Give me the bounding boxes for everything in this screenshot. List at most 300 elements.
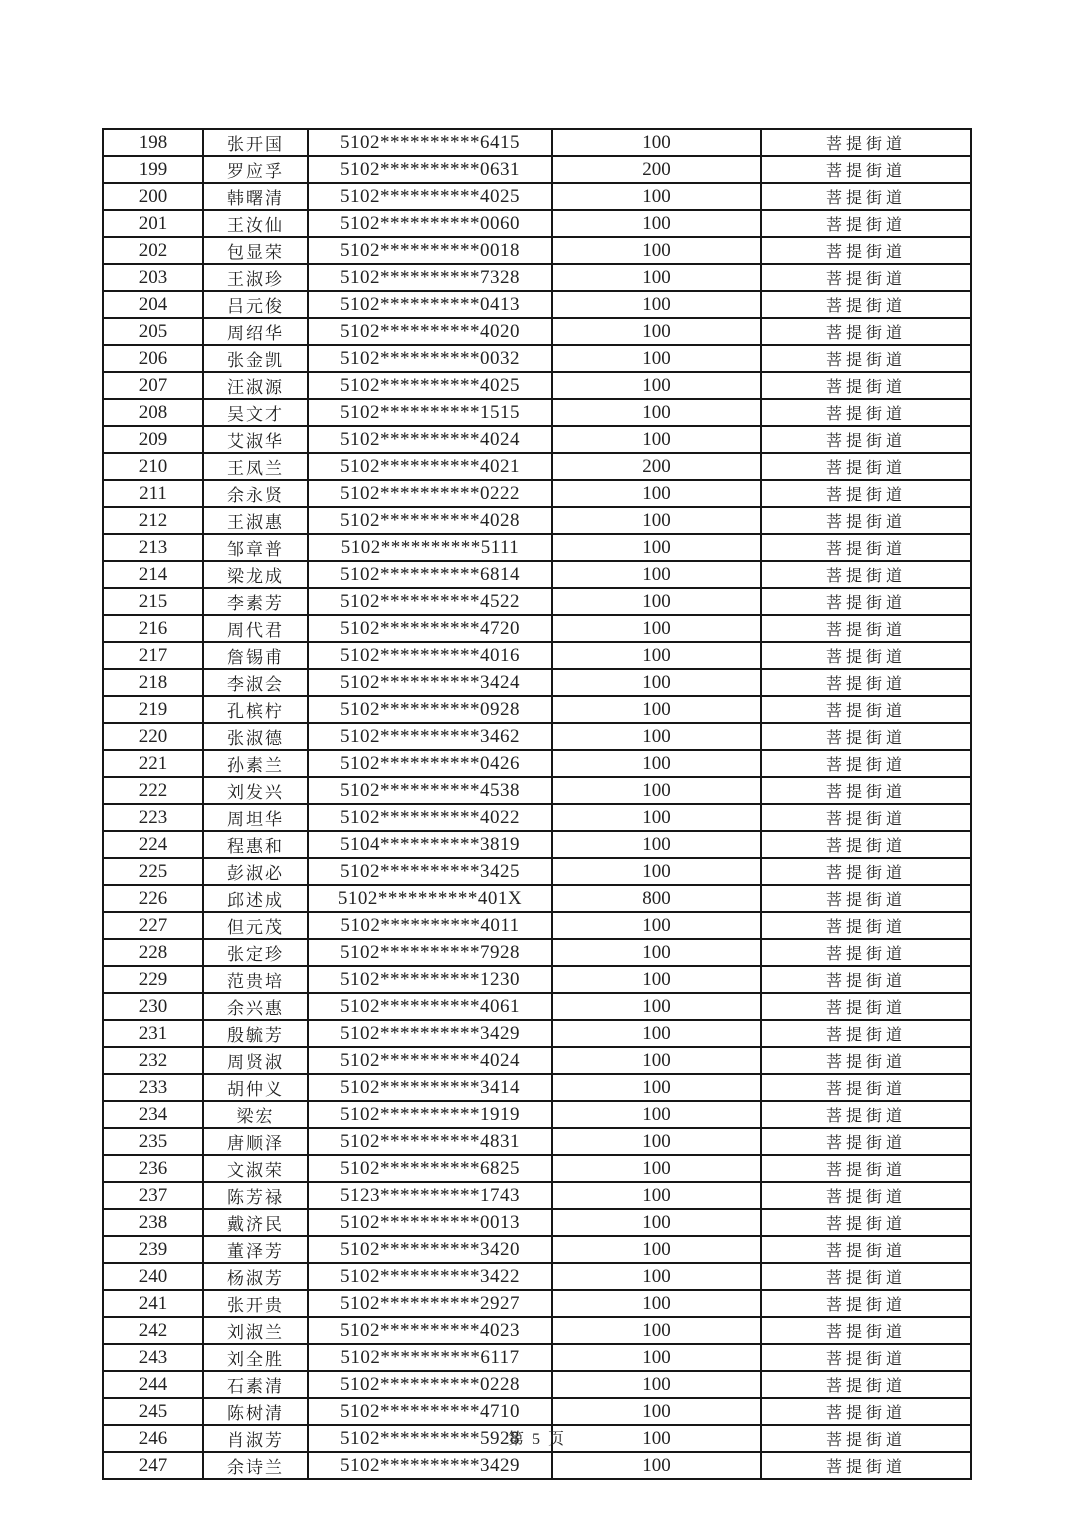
cell-sequence-number: 212 bbox=[103, 507, 203, 534]
cell-subdistrict: 菩提街道 bbox=[761, 237, 971, 264]
cell-amount: 100 bbox=[552, 210, 761, 237]
cell-amount: 100 bbox=[552, 183, 761, 210]
cell-id-number-masked: 5102**********1230 bbox=[308, 966, 552, 993]
cell-person-name: 王汝仙 bbox=[203, 210, 308, 237]
cell-person-name: 唐顺泽 bbox=[203, 1128, 308, 1155]
cell-person-name: 吕元俊 bbox=[203, 291, 308, 318]
cell-person-name: 韩曙清 bbox=[203, 183, 308, 210]
cell-person-name: 张开国 bbox=[203, 129, 308, 156]
cell-id-number-masked: 5102**********6415 bbox=[308, 129, 552, 156]
cell-subdistrict: 菩提街道 bbox=[761, 1047, 971, 1074]
table-row bbox=[103, 129, 971, 156]
cell-id-number-masked: 5102**********0060 bbox=[308, 210, 552, 237]
table-row bbox=[103, 912, 971, 939]
cell-subdistrict: 菩提街道 bbox=[761, 966, 971, 993]
table-row bbox=[103, 804, 971, 831]
cell-subdistrict: 菩提街道 bbox=[761, 642, 971, 669]
cell-id-number-masked: 5102**********6814 bbox=[308, 561, 552, 588]
cell-amount: 100 bbox=[552, 1101, 761, 1128]
cell-amount: 200 bbox=[552, 453, 761, 480]
cell-person-name: 周绍华 bbox=[203, 318, 308, 345]
table-row bbox=[103, 1236, 971, 1263]
cell-amount: 100 bbox=[552, 1074, 761, 1101]
cell-amount: 100 bbox=[552, 966, 761, 993]
cell-amount: 100 bbox=[552, 1452, 761, 1479]
cell-sequence-number: 241 bbox=[103, 1290, 203, 1317]
cell-subdistrict: 菩提街道 bbox=[761, 1317, 971, 1344]
cell-sequence-number: 219 bbox=[103, 696, 203, 723]
table-row bbox=[103, 1209, 971, 1236]
cell-subdistrict: 菩提街道 bbox=[761, 129, 971, 156]
table-row bbox=[103, 1344, 971, 1371]
cell-id-number-masked: 5102**********4024 bbox=[308, 1047, 552, 1074]
cell-id-number-masked: 5123**********1743 bbox=[308, 1182, 552, 1209]
cell-sequence-number: 208 bbox=[103, 399, 203, 426]
cell-amount: 100 bbox=[552, 1128, 761, 1155]
table-row bbox=[103, 723, 971, 750]
cell-sequence-number: 217 bbox=[103, 642, 203, 669]
cell-amount: 100 bbox=[552, 237, 761, 264]
table-row bbox=[103, 858, 971, 885]
table-row bbox=[103, 642, 971, 669]
cell-person-name: 张金凯 bbox=[203, 345, 308, 372]
table-row bbox=[103, 777, 971, 804]
cell-id-number-masked: 5102**********4025 bbox=[308, 372, 552, 399]
cell-amount: 100 bbox=[552, 507, 761, 534]
cell-sequence-number: 227 bbox=[103, 912, 203, 939]
page-number: 第 5 页 bbox=[507, 1431, 566, 1448]
table-row bbox=[103, 939, 971, 966]
cell-person-name: 程惠和 bbox=[203, 831, 308, 858]
cell-sequence-number: 210 bbox=[103, 453, 203, 480]
cell-id-number-masked: 5102**********4831 bbox=[308, 1128, 552, 1155]
cell-amount: 100 bbox=[552, 480, 761, 507]
cell-sequence-number: 222 bbox=[103, 777, 203, 804]
table-row bbox=[103, 264, 971, 291]
table-row bbox=[103, 156, 971, 183]
cell-sequence-number: 232 bbox=[103, 1047, 203, 1074]
cell-sequence-number: 207 bbox=[103, 372, 203, 399]
cell-sequence-number: 209 bbox=[103, 426, 203, 453]
table-row bbox=[103, 345, 971, 372]
cell-subdistrict: 菩提街道 bbox=[761, 453, 971, 480]
table-row bbox=[103, 1317, 971, 1344]
cell-sequence-number: 204 bbox=[103, 291, 203, 318]
cell-sequence-number: 213 bbox=[103, 534, 203, 561]
cell-id-number-masked: 5102**********3420 bbox=[308, 1236, 552, 1263]
cell-sequence-number: 206 bbox=[103, 345, 203, 372]
cell-id-number-masked: 5102**********4028 bbox=[308, 507, 552, 534]
cell-sequence-number: 225 bbox=[103, 858, 203, 885]
cell-subdistrict: 菩提街道 bbox=[761, 561, 971, 588]
cell-id-number-masked: 5102**********0928 bbox=[308, 696, 552, 723]
cell-subdistrict: 菩提街道 bbox=[761, 426, 971, 453]
cell-amount: 100 bbox=[552, 1263, 761, 1290]
cell-amount: 100 bbox=[552, 588, 761, 615]
cell-subdistrict: 菩提街道 bbox=[761, 831, 971, 858]
cell-id-number-masked: 5102**********6117 bbox=[308, 1344, 552, 1371]
cell-subdistrict: 菩提街道 bbox=[761, 156, 971, 183]
cell-person-name: 邱述成 bbox=[203, 885, 308, 912]
table-row bbox=[103, 1398, 971, 1425]
cell-subdistrict: 菩提街道 bbox=[761, 804, 971, 831]
cell-id-number-masked: 5102**********4011 bbox=[308, 912, 552, 939]
cell-person-name: 梁龙成 bbox=[203, 561, 308, 588]
cell-sequence-number: 231 bbox=[103, 1020, 203, 1047]
cell-person-name: 周坦华 bbox=[203, 804, 308, 831]
cell-id-number-masked: 5102**********3414 bbox=[308, 1074, 552, 1101]
cell-amount: 100 bbox=[552, 1371, 761, 1398]
table-row bbox=[103, 1155, 971, 1182]
cell-id-number-masked: 5104**********3819 bbox=[308, 831, 552, 858]
cell-subdistrict: 菩提街道 bbox=[761, 534, 971, 561]
cell-amount: 100 bbox=[552, 669, 761, 696]
cell-sequence-number: 199 bbox=[103, 156, 203, 183]
cell-id-number-masked: 5102**********4061 bbox=[308, 993, 552, 1020]
beneficiary-table bbox=[102, 128, 972, 1480]
cell-person-name: 詹锡甫 bbox=[203, 642, 308, 669]
cell-person-name: 王淑惠 bbox=[203, 507, 308, 534]
cell-id-number-masked: 5102**********0018 bbox=[308, 237, 552, 264]
table-row bbox=[103, 183, 971, 210]
cell-person-name: 刘发兴 bbox=[203, 777, 308, 804]
cell-subdistrict: 菩提街道 bbox=[761, 1290, 971, 1317]
cell-amount: 100 bbox=[552, 804, 761, 831]
cell-subdistrict: 菩提街道 bbox=[761, 1398, 971, 1425]
table-row bbox=[103, 966, 971, 993]
cell-amount: 100 bbox=[552, 939, 761, 966]
table-row bbox=[103, 669, 971, 696]
table-row bbox=[103, 426, 971, 453]
cell-subdistrict: 菩提街道 bbox=[761, 615, 971, 642]
table-row bbox=[103, 318, 971, 345]
table-row bbox=[103, 885, 971, 912]
table-row bbox=[103, 210, 971, 237]
table-row bbox=[103, 1128, 971, 1155]
cell-id-number-masked: 5102**********1515 bbox=[308, 399, 552, 426]
cell-amount: 100 bbox=[552, 1047, 761, 1074]
cell-sequence-number: 245 bbox=[103, 1398, 203, 1425]
cell-amount: 100 bbox=[552, 1236, 761, 1263]
cell-subdistrict: 菩提街道 bbox=[761, 1209, 971, 1236]
cell-subdistrict: 菩提街道 bbox=[761, 723, 971, 750]
cell-sequence-number: 211 bbox=[103, 480, 203, 507]
cell-sequence-number: 228 bbox=[103, 939, 203, 966]
cell-sequence-number: 216 bbox=[103, 615, 203, 642]
cell-subdistrict: 菩提街道 bbox=[761, 750, 971, 777]
table-row bbox=[103, 831, 971, 858]
cell-id-number-masked: 5102**********4710 bbox=[308, 1398, 552, 1425]
cell-sequence-number: 220 bbox=[103, 723, 203, 750]
cell-subdistrict: 菩提街道 bbox=[761, 264, 971, 291]
cell-id-number-masked: 5102**********4522 bbox=[308, 588, 552, 615]
cell-sequence-number: 247 bbox=[103, 1452, 203, 1479]
cell-person-name: 张开贵 bbox=[203, 1290, 308, 1317]
table-row bbox=[103, 1290, 971, 1317]
cell-id-number-masked: 5102**********4538 bbox=[308, 777, 552, 804]
cell-subdistrict: 菩提街道 bbox=[761, 993, 971, 1020]
cell-sequence-number: 202 bbox=[103, 237, 203, 264]
cell-id-number-masked: 5102**********0013 bbox=[308, 1209, 552, 1236]
cell-person-name: 肖淑芳 bbox=[203, 1425, 308, 1452]
cell-person-name: 王凤兰 bbox=[203, 453, 308, 480]
cell-subdistrict: 菩提街道 bbox=[761, 1128, 971, 1155]
cell-sequence-number: 205 bbox=[103, 318, 203, 345]
cell-subdistrict: 菩提街道 bbox=[761, 1155, 971, 1182]
table-row bbox=[103, 588, 971, 615]
cell-amount: 100 bbox=[552, 696, 761, 723]
cell-person-name: 孙素兰 bbox=[203, 750, 308, 777]
cell-subdistrict: 菩提街道 bbox=[761, 1074, 971, 1101]
table-body bbox=[103, 129, 971, 1479]
cell-person-name: 王淑珍 bbox=[203, 264, 308, 291]
table-row bbox=[103, 1371, 971, 1398]
table-row bbox=[103, 507, 971, 534]
cell-person-name: 李淑会 bbox=[203, 669, 308, 696]
cell-subdistrict: 菩提街道 bbox=[761, 858, 971, 885]
cell-subdistrict: 菩提街道 bbox=[761, 777, 971, 804]
table-row bbox=[103, 237, 971, 264]
table-row bbox=[103, 1263, 971, 1290]
table-row bbox=[103, 696, 971, 723]
table-row bbox=[103, 291, 971, 318]
table-row bbox=[103, 372, 971, 399]
cell-sequence-number: 224 bbox=[103, 831, 203, 858]
cell-amount: 100 bbox=[552, 1425, 761, 1452]
cell-subdistrict: 菩提街道 bbox=[761, 1452, 971, 1479]
cell-subdistrict: 菩提街道 bbox=[761, 696, 971, 723]
cell-subdistrict: 菩提街道 bbox=[761, 372, 971, 399]
cell-sequence-number: 215 bbox=[103, 588, 203, 615]
cell-amount: 100 bbox=[552, 750, 761, 777]
cell-id-number-masked: 5102**********7328 bbox=[308, 264, 552, 291]
cell-person-name: 刘淑兰 bbox=[203, 1317, 308, 1344]
cell-person-name: 艾淑华 bbox=[203, 426, 308, 453]
cell-amount: 100 bbox=[552, 1182, 761, 1209]
cell-amount: 100 bbox=[552, 858, 761, 885]
cell-amount: 100 bbox=[552, 1155, 761, 1182]
cell-id-number-masked: 5102**********3425 bbox=[308, 858, 552, 885]
cell-person-name: 张定珍 bbox=[203, 939, 308, 966]
cell-person-name: 刘全胜 bbox=[203, 1344, 308, 1371]
table-row bbox=[103, 534, 971, 561]
cell-subdistrict: 菩提街道 bbox=[761, 885, 971, 912]
cell-subdistrict: 菩提街道 bbox=[761, 345, 971, 372]
cell-amount: 100 bbox=[552, 1398, 761, 1425]
cell-person-name: 石素清 bbox=[203, 1371, 308, 1398]
table-row bbox=[103, 750, 971, 777]
cell-subdistrict: 菩提街道 bbox=[761, 291, 971, 318]
cell-amount: 100 bbox=[552, 345, 761, 372]
cell-subdistrict: 菩提街道 bbox=[761, 1020, 971, 1047]
cell-subdistrict: 菩提街道 bbox=[761, 1263, 971, 1290]
cell-person-name: 汪淑源 bbox=[203, 372, 308, 399]
cell-subdistrict: 菩提街道 bbox=[761, 480, 971, 507]
cell-subdistrict: 菩提街道 bbox=[761, 210, 971, 237]
table-row bbox=[103, 1047, 971, 1074]
cell-id-number-masked: 5102**********4020 bbox=[308, 318, 552, 345]
table-row bbox=[103, 993, 971, 1020]
cell-id-number-masked: 5102**********0228 bbox=[308, 1371, 552, 1398]
cell-amount: 800 bbox=[552, 885, 761, 912]
cell-sequence-number: 237 bbox=[103, 1182, 203, 1209]
cell-id-number-masked: 5102**********3424 bbox=[308, 669, 552, 696]
cell-person-name: 吴文才 bbox=[203, 399, 308, 426]
cell-sequence-number: 234 bbox=[103, 1101, 203, 1128]
cell-subdistrict: 菩提街道 bbox=[761, 318, 971, 345]
cell-person-name: 胡仲义 bbox=[203, 1074, 308, 1101]
cell-amount: 100 bbox=[552, 561, 761, 588]
cell-id-number-masked: 5102**********0222 bbox=[308, 480, 552, 507]
cell-sequence-number: 233 bbox=[103, 1074, 203, 1101]
cell-sequence-number: 246 bbox=[103, 1425, 203, 1452]
cell-person-name: 梁宏 bbox=[203, 1101, 308, 1128]
cell-amount: 100 bbox=[552, 1209, 761, 1236]
cell-sequence-number: 218 bbox=[103, 669, 203, 696]
cell-id-number-masked: 5102**********4021 bbox=[308, 453, 552, 480]
cell-sequence-number: 239 bbox=[103, 1236, 203, 1263]
cell-amount: 100 bbox=[552, 1317, 761, 1344]
cell-amount: 100 bbox=[552, 993, 761, 1020]
cell-person-name: 董泽芳 bbox=[203, 1236, 308, 1263]
cell-sequence-number: 242 bbox=[103, 1317, 203, 1344]
cell-person-name: 孔槟柠 bbox=[203, 696, 308, 723]
cell-sequence-number: 198 bbox=[103, 129, 203, 156]
cell-person-name: 余诗兰 bbox=[203, 1452, 308, 1479]
cell-amount: 100 bbox=[552, 1344, 761, 1371]
cell-sequence-number: 223 bbox=[103, 804, 203, 831]
cell-sequence-number: 236 bbox=[103, 1155, 203, 1182]
cell-subdistrict: 菩提街道 bbox=[761, 507, 971, 534]
cell-amount: 100 bbox=[552, 426, 761, 453]
cell-person-name: 陈芳禄 bbox=[203, 1182, 308, 1209]
cell-id-number-masked: 5102**********4023 bbox=[308, 1317, 552, 1344]
cell-person-name: 杨淑芳 bbox=[203, 1263, 308, 1290]
cell-sequence-number: 235 bbox=[103, 1128, 203, 1155]
cell-amount: 100 bbox=[552, 723, 761, 750]
cell-subdistrict: 菩提街道 bbox=[761, 1344, 971, 1371]
cell-id-number-masked: 5102**********401X bbox=[308, 885, 552, 912]
table-row bbox=[103, 480, 971, 507]
cell-amount: 100 bbox=[552, 399, 761, 426]
cell-subdistrict: 菩提街道 bbox=[761, 669, 971, 696]
cell-id-number-masked: 5102**********4022 bbox=[308, 804, 552, 831]
cell-id-number-masked: 5102**********2927 bbox=[308, 1290, 552, 1317]
cell-person-name: 殷毓芳 bbox=[203, 1020, 308, 1047]
cell-sequence-number: 214 bbox=[103, 561, 203, 588]
cell-amount: 100 bbox=[552, 129, 761, 156]
cell-subdistrict: 菩提街道 bbox=[761, 1182, 971, 1209]
cell-sequence-number: 201 bbox=[103, 210, 203, 237]
cell-person-name: 周代君 bbox=[203, 615, 308, 642]
cell-subdistrict: 菩提街道 bbox=[761, 1371, 971, 1398]
cell-id-number-masked: 5102**********1919 bbox=[308, 1101, 552, 1128]
cell-subdistrict: 菩提街道 bbox=[761, 939, 971, 966]
cell-person-name: 文淑荣 bbox=[203, 1155, 308, 1182]
cell-amount: 100 bbox=[552, 1290, 761, 1317]
cell-sequence-number: 230 bbox=[103, 993, 203, 1020]
cell-subdistrict: 菩提街道 bbox=[761, 183, 971, 210]
cell-subdistrict: 菩提街道 bbox=[761, 1101, 971, 1128]
cell-subdistrict: 菩提街道 bbox=[761, 1425, 971, 1452]
cell-id-number-masked: 5102**********3462 bbox=[308, 723, 552, 750]
cell-subdistrict: 菩提街道 bbox=[761, 912, 971, 939]
cell-sequence-number: 243 bbox=[103, 1344, 203, 1371]
table-row bbox=[103, 399, 971, 426]
cell-amount: 100 bbox=[552, 777, 761, 804]
cell-id-number-masked: 5102**********0032 bbox=[308, 345, 552, 372]
cell-id-number-masked: 5102**********3429 bbox=[308, 1020, 552, 1047]
table-row bbox=[103, 453, 971, 480]
table-row bbox=[103, 1182, 971, 1209]
table-row bbox=[103, 1101, 971, 1128]
cell-id-number-masked: 5102**********4720 bbox=[308, 615, 552, 642]
cell-person-name: 余永贤 bbox=[203, 480, 308, 507]
cell-amount: 100 bbox=[552, 318, 761, 345]
cell-amount: 100 bbox=[552, 264, 761, 291]
cell-person-name: 彭淑必 bbox=[203, 858, 308, 885]
table-row bbox=[103, 1074, 971, 1101]
cell-sequence-number: 200 bbox=[103, 183, 203, 210]
cell-person-name: 罗应孚 bbox=[203, 156, 308, 183]
cell-subdistrict: 菩提街道 bbox=[761, 588, 971, 615]
cell-amount: 100 bbox=[552, 642, 761, 669]
cell-subdistrict: 菩提街道 bbox=[761, 399, 971, 426]
cell-id-number-masked: 5102**********4025 bbox=[308, 183, 552, 210]
cell-sequence-number: 203 bbox=[103, 264, 203, 291]
cell-id-number-masked: 5102**********4024 bbox=[308, 426, 552, 453]
cell-id-number-masked: 5102**********5111 bbox=[308, 534, 552, 561]
cell-sequence-number: 238 bbox=[103, 1209, 203, 1236]
cell-id-number-masked: 5102**********3422 bbox=[308, 1263, 552, 1290]
cell-amount: 100 bbox=[552, 912, 761, 939]
cell-id-number-masked: 5102**********3429 bbox=[308, 1452, 552, 1479]
cell-amount: 100 bbox=[552, 291, 761, 318]
cell-person-name: 周贤淑 bbox=[203, 1047, 308, 1074]
cell-subdistrict: 菩提街道 bbox=[761, 1236, 971, 1263]
cell-id-number-masked: 5102**********5928 bbox=[308, 1425, 552, 1452]
cell-amount: 100 bbox=[552, 534, 761, 561]
cell-amount: 100 bbox=[552, 615, 761, 642]
cell-id-number-masked: 5102**********4016 bbox=[308, 642, 552, 669]
table-row bbox=[103, 1452, 971, 1479]
cell-person-name: 但元茂 bbox=[203, 912, 308, 939]
cell-sequence-number: 221 bbox=[103, 750, 203, 777]
cell-amount: 100 bbox=[552, 372, 761, 399]
cell-person-name: 余兴惠 bbox=[203, 993, 308, 1020]
cell-sequence-number: 229 bbox=[103, 966, 203, 993]
cell-id-number-masked: 5102**********0413 bbox=[308, 291, 552, 318]
cell-id-number-masked: 5102**********6825 bbox=[308, 1155, 552, 1182]
cell-id-number-masked: 5102**********7928 bbox=[308, 939, 552, 966]
cell-person-name: 李素芳 bbox=[203, 588, 308, 615]
cell-person-name: 邹章普 bbox=[203, 534, 308, 561]
cell-id-number-masked: 5102**********0426 bbox=[308, 750, 552, 777]
cell-person-name: 范贵培 bbox=[203, 966, 308, 993]
table-row bbox=[103, 561, 971, 588]
cell-amount: 200 bbox=[552, 156, 761, 183]
table-row bbox=[103, 615, 971, 642]
cell-amount: 100 bbox=[552, 831, 761, 858]
cell-id-number-masked: 5102**********0631 bbox=[308, 156, 552, 183]
cell-person-name: 张淑德 bbox=[203, 723, 308, 750]
table-row bbox=[103, 1020, 971, 1047]
cell-sequence-number: 226 bbox=[103, 885, 203, 912]
cell-amount: 100 bbox=[552, 1020, 761, 1047]
cell-person-name: 陈树清 bbox=[203, 1398, 308, 1425]
cell-person-name: 戴济民 bbox=[203, 1209, 308, 1236]
cell-sequence-number: 240 bbox=[103, 1263, 203, 1290]
